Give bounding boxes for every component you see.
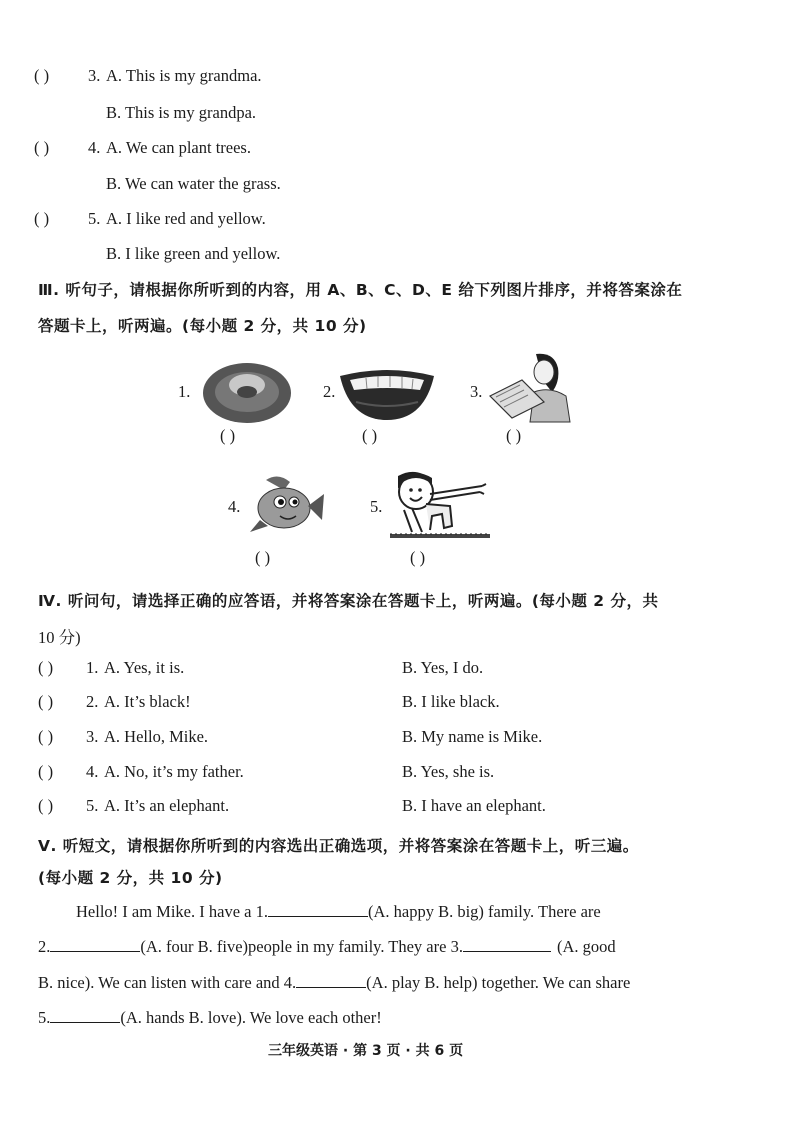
passage-line-4 [38, 1008, 382, 1028]
answer-blank-2[interactable] [50, 937, 140, 952]
answer-parenthesis[interactable]: ( ) [38, 692, 54, 711]
option-b: B. My name is Mike. [402, 727, 543, 746]
question-number: 3. [88, 66, 101, 85]
question-number: 4. [88, 138, 101, 157]
passage-text: B. nice). We can listen with care and 4. [38, 973, 297, 992]
picture-number: 1. [178, 382, 191, 401]
answer-parenthesis[interactable]: ( ) [220, 426, 236, 445]
passage-line-2 [38, 937, 616, 957]
passage-text: (A. hands B. love). We love each other! [120, 1008, 382, 1027]
question-number: 5. [86, 796, 99, 815]
mouth-icon [336, 366, 438, 422]
answer-parenthesis[interactable]: ( ) [362, 426, 378, 445]
option-a: A. Yes, it is. [104, 658, 185, 677]
passage-line-3 [38, 973, 630, 993]
page-footer: 三年级英语 · 第 3 页 · 共 6 页 [268, 1043, 464, 1059]
option-a: A. No, it’s my father. [104, 762, 244, 781]
answer-parenthesis[interactable]: ( ) [38, 658, 54, 677]
ear-icon [200, 360, 296, 426]
passage-text: (A. play B. help) together. We can share [366, 973, 631, 992]
answer-parenthesis[interactable]: ( ) [38, 796, 54, 815]
section-5-heading-cont: (每小题 2 分，共 10 分) [38, 869, 223, 887]
question-number: 1. [86, 658, 99, 677]
passage-text: (A. good [556, 937, 616, 956]
fish-icon [244, 470, 326, 536]
answer-parenthesis[interactable]: ( ) [38, 762, 54, 781]
stretching-boy-icon [386, 470, 498, 542]
passage-text: 5. [38, 1008, 51, 1027]
passage-line-1 [76, 902, 601, 922]
option-b: B. I have an elephant. [402, 796, 546, 815]
option-a: A. It’s black! [104, 692, 191, 711]
section-3-heading-cont: 答题卡上，听两遍。(每小题 2 分，共 10 分) [38, 317, 367, 335]
passage-text: Hello! I am Mike. I have a 1. [76, 902, 268, 921]
option-b: B. I like black. [402, 692, 500, 711]
answer-parenthesis[interactable]: ( ) [34, 138, 50, 157]
option-b: B. I like green and yellow. [106, 244, 281, 263]
picture-number: 3. [470, 382, 483, 401]
question-number: 5. [88, 209, 101, 228]
option-a: A. We can plant trees. [106, 138, 251, 157]
answer-blank-1[interactable] [268, 902, 368, 917]
section-3-heading: Ⅲ. 听句子，请根据你所听到的内容，用 A、B、C、D、E 给下列图片排序，并将答案涂在 [38, 281, 683, 299]
section-5-heading: Ⅴ. 听短文，请根据你所听到的内容选出正确选项，并将答案涂在答题卡上，听三遍。 [38, 837, 639, 855]
reading-girl-icon [486, 352, 572, 424]
answer-parenthesis[interactable]: ( ) [34, 66, 50, 85]
answer-blank-3[interactable] [463, 937, 551, 952]
picture-number: 4. [228, 497, 241, 516]
answer-parenthesis[interactable]: ( ) [34, 209, 50, 228]
option-a: A. It’s an elephant. [104, 796, 230, 815]
question-number: 4. [86, 762, 99, 781]
picture-number: 5. [370, 497, 383, 516]
option-a: A. I like red and yellow. [106, 209, 266, 228]
option-a: A. Hello, Mike. [104, 727, 209, 746]
picture-number: 2. [323, 382, 336, 401]
answer-parenthesis[interactable]: ( ) [506, 426, 522, 445]
answer-blank-5[interactable] [50, 1008, 120, 1023]
answer-blank-4[interactable] [296, 973, 366, 988]
question-number: 3. [86, 727, 99, 746]
passage-text: (A. happy B. big) family. There are [367, 902, 601, 921]
passage-text: 2. [38, 937, 51, 956]
answer-parenthesis[interactable]: ( ) [38, 727, 54, 746]
answer-parenthesis[interactable]: ( ) [255, 548, 271, 567]
option-b: B. Yes, she is. [402, 762, 495, 781]
passage-text: (A. four B. five)people in my family. They are 3. [140, 937, 463, 956]
option-b: B. Yes, I do. [402, 658, 484, 677]
answer-parenthesis[interactable]: ( ) [410, 548, 426, 567]
option-b: B. This is my grandpa. [106, 103, 257, 122]
question-number: 2. [86, 692, 99, 711]
option-a: A. This is my grandma. [106, 66, 262, 85]
section-4-heading-cont: 10 分) [38, 628, 81, 647]
section-4-heading: Ⅳ. 听问句，请选择正确的应答语，并将答案涂在答题卡上，听两遍。(每小题 2 分，共 [38, 592, 659, 610]
option-b: B. We can water the grass. [106, 174, 281, 193]
